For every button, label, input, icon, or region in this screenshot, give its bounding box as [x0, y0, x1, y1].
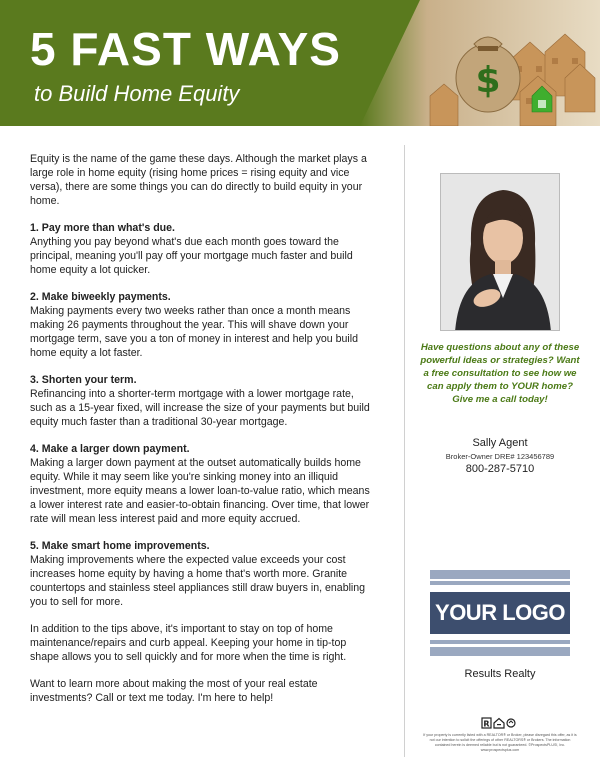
logo-stripe-top — [430, 570, 570, 579]
houses-money-bag-photo — [360, 0, 600, 126]
article-body — [30, 152, 376, 718]
tip-heading: 5. Make smart home improvements. — [30, 540, 210, 552]
agent-photo — [440, 173, 560, 331]
agent-portrait — [441, 174, 560, 331]
svg-text:R: R — [483, 719, 490, 729]
tip-heading: 1. Pay more than what's due. — [30, 222, 175, 234]
brokerage-name: Results Realty — [464, 668, 536, 680]
tip-body: Making improvements where the expected value exceeds your cost increases home equity by having a home that's worth more. Granite countertops and stainless steel appliances still draw buyers in, enabling you to sell for more. — [30, 554, 366, 608]
closing-paragraph: In addition to the tips above, it's important to stay on top of home maintenance/repairs and curb appeal. Keeping your home in tip-top shape allows you to sell quickly and for more when the time is right. — [30, 623, 347, 663]
header-banner — [0, 0, 600, 126]
tip-body: Making payments every two weeks rather than once a month means making 26 payments throughout the year. This will shave down your mortgage term, save you a ton of money in interest and help you build home equity a lot faster. — [30, 305, 359, 359]
tip-heading: 2. Make biweekly payments. — [30, 291, 171, 303]
logo-text: YOUR LOGO — [430, 592, 570, 634]
tip-body: Anything you pay beyond what's due each month goes toward the principal, meaning you'll pay off your mortgage much faster and build home equity a lot quicker. — [30, 236, 353, 276]
legal-disclaimer: If your property is currently listed with a REALTOR® or Broker, please disregard this offer, as it is not our intention to solicit the offerings of other REALTORS® or Brokers. The information contained herein is deemed reliable but is not guaranteed. ©ProspectsPLUS!, Inc. www.prospectsplus.com — [423, 733, 577, 752]
tip-heading: 4. Make a larger down payment. — [30, 443, 190, 455]
tip-body: Making a larger down payment at the outset automatically builds home equity. While it may seem like you're sinking money into an illiquid investment, more equity means a lower loan-to-value ratio, which means a lower interest rate and easier-to-obtain financing. Over time, that lower rate will mean less interest paid and more equity accrued. — [30, 457, 370, 525]
tip-body: Refinancing into a shorter-term mortgage with a lower mortgage rate, such as a 15-year fixed, will increase the size of your payments but build equity much faster than a traditional 30-year mortgage. — [30, 388, 370, 428]
tip-2 — [30, 290, 376, 360]
tip-heading: 3. Shorten your term. — [30, 374, 137, 386]
tip-3 — [30, 373, 376, 429]
column-divider — [404, 145, 405, 757]
page-title: 5 FAST WAYS — [30, 23, 341, 75]
equal-housing-icon — [480, 717, 520, 729]
logo-stripe-bottom — [430, 647, 570, 656]
cta-message: Have questions about any of these powerful ideas or strategies? Want a free consultation to see how we can apply them to YOUR home? Give me a call today! — [420, 342, 580, 405]
tip-1 — [30, 221, 376, 277]
logo-stripe-bottom-thin — [430, 640, 570, 644]
page-subtitle: to Build Home Equity — [34, 81, 240, 106]
logo-stripe-top-thin — [430, 581, 570, 585]
svg-text:$: $ — [475, 60, 501, 101]
tip-4 — [30, 442, 376, 526]
tip-5 — [30, 539, 376, 609]
agent-license: Broker-Owner DRE# 123456789 — [445, 452, 555, 461]
agent-phone: 800-287-5710 — [465, 463, 535, 475]
agent-name: Sally Agent — [472, 437, 528, 449]
intro-paragraph: Equity is the name of the game these days. Although the market plays a large role in home equity (rising home prices = rising equity and vice versa), there are some things you can do directly to build equity in your home. — [30, 153, 367, 207]
brokerage-logo — [430, 570, 570, 656]
closing-paragraph: Want to learn more about making the most of your real estate investments? Call or text me today. I'm here to help! — [30, 678, 318, 704]
